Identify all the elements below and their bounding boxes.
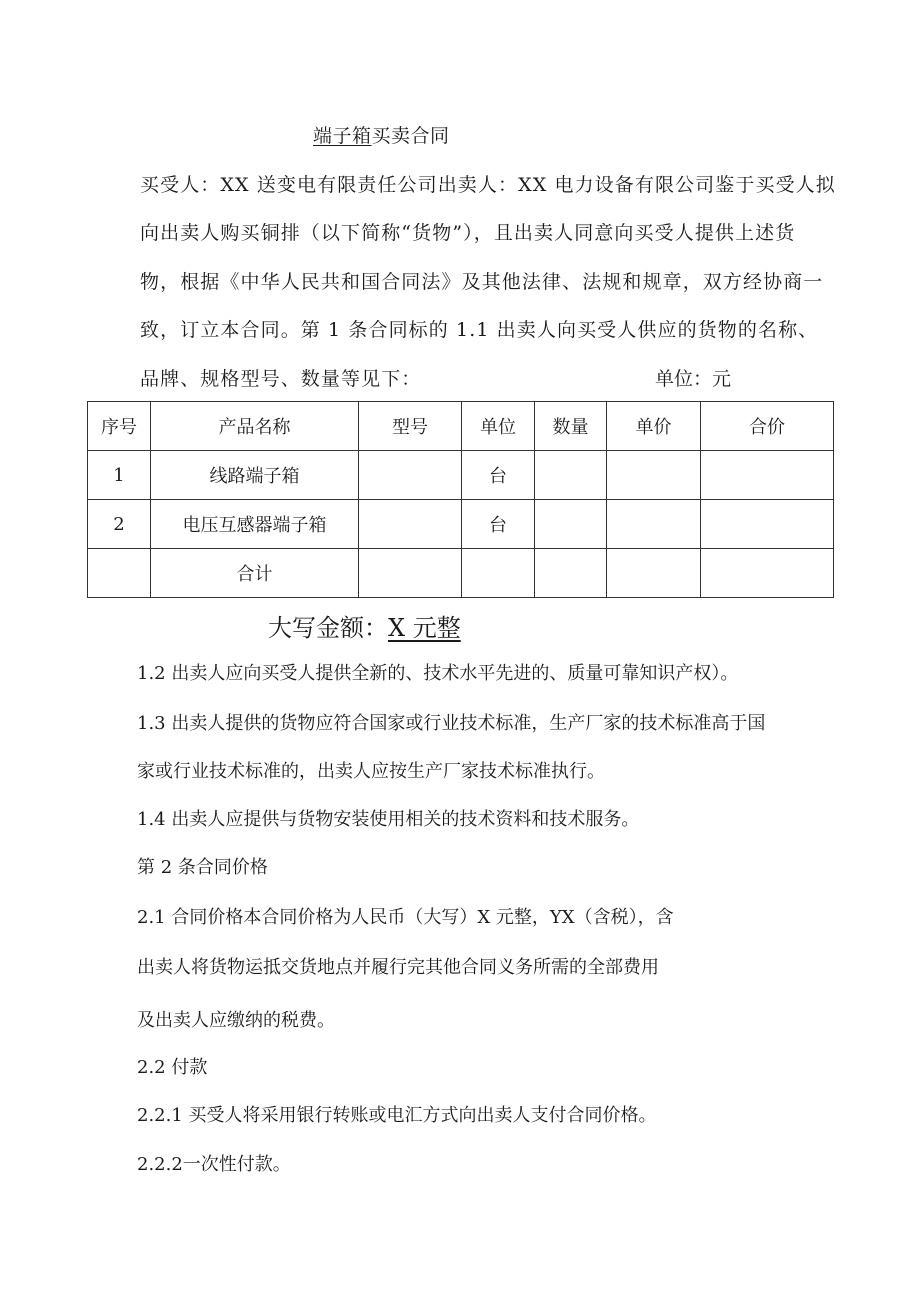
table-cell: 1 [88,451,151,500]
table-cell [701,451,834,500]
table-cell [607,500,701,549]
header-cell: 合价 [701,402,834,451]
header-cell: 序号 [88,402,151,451]
amount-value: X 元整 [388,614,461,642]
table-cell [88,549,151,598]
table-row [88,451,834,500]
clause-line: 家或行业技术标准的，出卖人应按生产厂家技术标准执行。 [137,761,605,782]
table-header-row [88,402,834,451]
intro-line: 物，根据《中华人民共和国合同法》及其他法律、法规和规章，双方经协商一 [140,271,824,293]
table-cell [462,549,535,598]
table-cell: 台 [462,451,535,500]
table-cell [535,451,607,500]
table-cell: 2 [88,500,151,549]
clause-line: 1.2 出卖人应向买受人提供全新的、技术水平先进的、质量可靠知识产权）。 [137,663,739,684]
contract-title [313,121,450,148]
table-cell [701,500,834,549]
table-cell [359,451,462,500]
title-rest: 买卖合同 [371,125,450,147]
goods-table [87,401,834,598]
clause-line: 出卖人将货物运抵交货地点并履行完其他合同义务所需的全部费用 [137,957,659,978]
clause-line: 及出卖人应缴纳的税费。 [137,1010,335,1031]
clause-line: 2.1 合同价格本合同价格为人民币（大写）X 元整，YX（含税），含 [137,907,674,928]
table-cell [535,500,607,549]
clause-line: 2.2.2一次性付款。 [137,1154,291,1175]
amount-label: 大写金额： [268,614,388,642]
clause-line: 第 2 条合同价格 [137,857,268,878]
table-cell [607,549,701,598]
title-underlined: 端子箱 [313,125,372,147]
clause-line: 2.2 付款 [137,1057,208,1078]
table-cell: 线路端子箱 [151,451,359,500]
table-cell: 台 [462,500,535,549]
table-cell: 电压互感器端子箱 [151,500,359,549]
table-cell [359,500,462,549]
clause-line: 1.3 出卖人提供的货物应符合国家或行业技术标准，生产厂家的技术标准高于国 [137,713,766,734]
table-cell [701,549,834,598]
table-row [88,500,834,549]
header-cell: 数量 [535,402,607,451]
intro-line: 品牌、规格型号、数量等见下： [140,368,422,390]
intro-line: 买受人：XX 送变电有限责任公司出卖人：XX 电力设备有限公司鉴于买受人拟 [140,174,836,196]
table-cell [359,549,462,598]
intro-line: 向出卖人购买铜排（以下简称“货物”），且出卖人同意向买受人提供上述货 [140,222,796,244]
clause-line: 1.4 出卖人应提供与货物安装使用相关的技术资料和技术服务。 [137,809,640,830]
table-cell [535,549,607,598]
table-total-row [88,549,834,598]
header-cell: 单位 [462,402,535,451]
clause-line: 2.2.1 买受人将采用银行转账或电汇方式向出卖人支付合同价格。 [137,1105,657,1126]
header-cell: 单价 [607,402,701,451]
table-cell [607,451,701,500]
amount-in-words [268,608,461,643]
header-cell: 型号 [359,402,462,451]
intro-line: 致，订立本合同。第 1 条合同标的 1.1 出卖人向买受人供应的货物的名称、 [140,319,819,341]
header-cell: 产品名称 [151,402,359,451]
unit-label: 单位：元 [655,368,732,390]
table-cell: 合计 [151,549,359,598]
